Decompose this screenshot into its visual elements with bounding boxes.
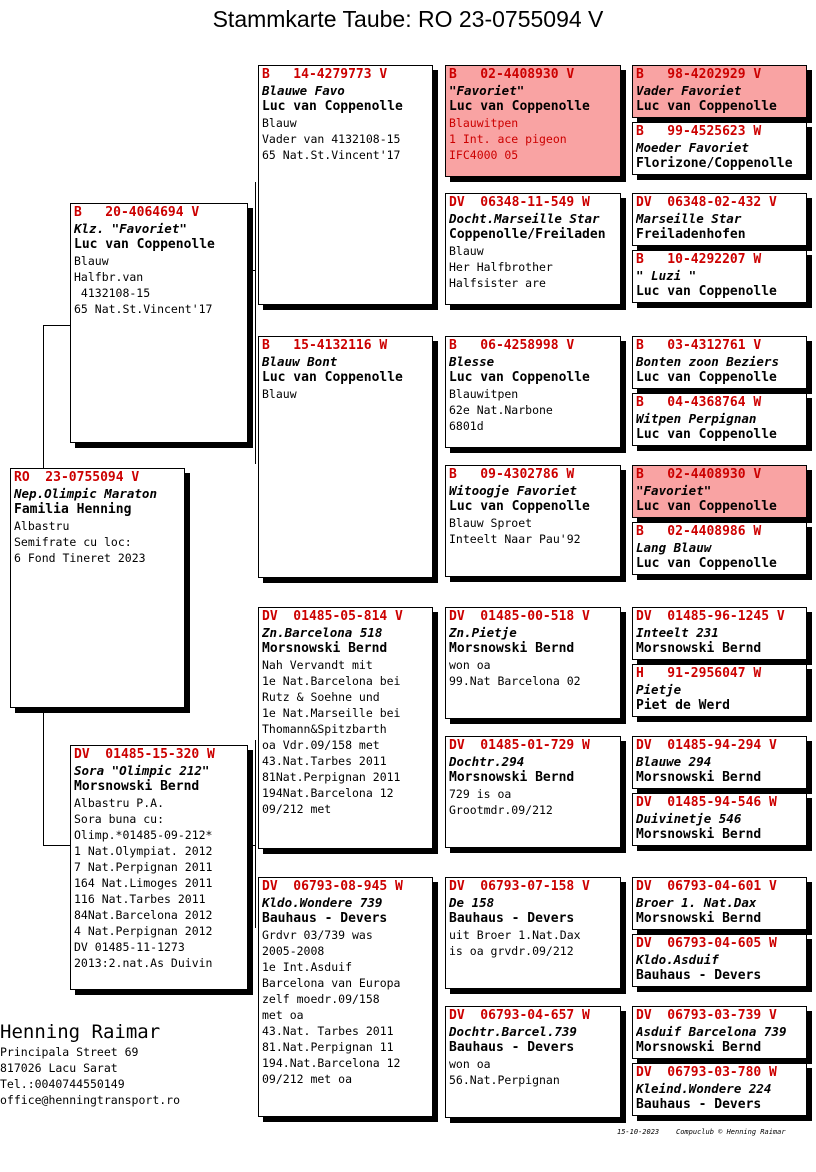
note-line: 194Nat.Barcelona 12: [262, 786, 394, 800]
ring-number: DV 06348-11-549 W: [449, 195, 590, 210]
connector-line: [248, 270, 256, 271]
owner-name: Luc van Coppenolle: [636, 499, 777, 514]
owner-name: Coppenolle/Freiladen: [449, 227, 606, 242]
pigeon-card-sire: [70, 203, 248, 443]
owner-name: Luc van Coppenolle: [636, 370, 777, 385]
owner-name: Morsnowski Bernd: [636, 827, 762, 842]
note-line: Blauw: [262, 116, 297, 130]
pigeon-name: Docht.Marseille Star: [449, 211, 600, 226]
pigeon-card: [632, 1063, 807, 1116]
owner-name: Familia Henning: [14, 502, 132, 517]
pigeon-name: Zn.Pietje: [449, 625, 517, 640]
owner-name: Bauhaus - Devers: [449, 1040, 575, 1055]
connector-line: [43, 708, 44, 845]
pigeon-name: Kldo.Asduif: [636, 952, 719, 967]
note-line: 62e Nat.Narbone: [449, 403, 553, 417]
pigeon-card: [258, 877, 433, 1117]
ring-number: H 91-2956047 W: [636, 666, 762, 681]
owner-name: Luc van Coppenolle: [74, 237, 215, 252]
breeder-name: Henning Raimar: [0, 1021, 161, 1043]
pigeon-name: "Favoriet": [449, 83, 525, 98]
pigeon-name: Witoogje Favoriet: [449, 483, 577, 498]
note-line: Blauw: [449, 244, 484, 258]
note-line: 729 is oa: [449, 787, 512, 801]
pigeon-card: [445, 336, 621, 448]
pigeon-name: Dochtr.294: [449, 754, 525, 769]
note-line: won oa: [449, 1057, 491, 1071]
pigeon-card: [632, 393, 807, 446]
ring-number: DV 01485-96-1245 V: [636, 609, 785, 624]
ring-number: B 06-4258998 V: [449, 338, 575, 353]
note-line: Nah Vervandt mit: [262, 658, 373, 672]
note-line: 84Nat.Barcelona 2012: [74, 908, 213, 922]
pigeon-card: [632, 934, 807, 987]
note-line: IFC4000 05: [449, 148, 519, 162]
ring-number: B 02-4408986 W: [636, 524, 762, 539]
note-line: 116 Nat.Tarbes 2011: [74, 892, 206, 906]
pigeon-name: Witpen Perpignan: [636, 411, 757, 426]
note-line: zelf moedr.09/158: [262, 992, 380, 1006]
pigeon-name: Asduif Barcelona 739: [636, 1024, 787, 1039]
note-line: 43.Nat.Tarbes 2011: [262, 754, 387, 768]
note-line: Semifrate cu loc:: [14, 535, 132, 549]
pigeon-card: [632, 664, 807, 717]
note-line: 1e Int.Asduif: [262, 960, 353, 974]
note-line: oa Vdr.09/158 met: [262, 738, 380, 752]
breeder-street: Principala Street 69: [0, 1045, 139, 1059]
pigeon-card: [258, 65, 433, 305]
owner-name: Morsnowski Bernd: [636, 1040, 762, 1055]
pigeon-card: [632, 336, 807, 389]
breeder-email: office@henningtransport.ro: [0, 1093, 181, 1107]
note-line: 4 Nat.Perpignan 2012: [74, 924, 213, 938]
ring-number: DV 06793-04-657 W: [449, 1008, 590, 1023]
owner-name: Luc van Coppenolle: [636, 556, 777, 571]
note-line: 7 Nat.Perpignan 2011: [74, 860, 213, 874]
pigeon-name: Vader Favoriet: [636, 83, 742, 98]
owner-name: Morsnowski Bernd: [636, 641, 762, 656]
pigeon-name: Kldo.Wondere 739: [262, 895, 383, 910]
note-line: won oa: [449, 658, 491, 672]
pigeon-name: Lang Blauw: [636, 540, 712, 555]
note-line: DV 01485-11-1273: [74, 940, 185, 954]
pigeon-name: Marseille Star: [636, 211, 742, 226]
ring-number: B 03-4312761 V: [636, 338, 762, 353]
ring-number: DV 06793-04-605 W: [636, 936, 777, 951]
pigeon-name: De 158: [449, 895, 495, 910]
ring-number: B 10-4292207 W: [636, 252, 762, 267]
ring-number: RO 23-0755094 V: [14, 470, 140, 485]
owner-name: Luc van Coppenolle: [636, 99, 777, 114]
ring-number: B 20-4064694 V: [74, 205, 200, 220]
owner-name: Luc van Coppenolle: [449, 499, 590, 514]
pigeon-name: Nep.Olimpic Maraton: [14, 486, 157, 501]
pigeon-card-subject: [10, 468, 185, 708]
owner-name: Bauhaus - Devers: [449, 911, 575, 926]
owner-name: Piet de Werd: [636, 698, 730, 713]
pigeon-card: [258, 607, 433, 849]
pigeon-name: Pietje: [636, 682, 682, 697]
pigeon-name: Moeder Favoriet: [636, 140, 749, 155]
pigeon-card: [632, 1006, 807, 1059]
note-line: 164 Nat.Limoges 2011: [74, 876, 213, 890]
pigeon-card-dam: [70, 745, 248, 990]
note-line: Albastru: [14, 519, 70, 533]
ring-number: DV 01485-00-518 V: [449, 609, 590, 624]
ring-number: DV 01485-94-294 V: [636, 738, 777, 753]
ring-number: B 14-4279773 V: [262, 67, 388, 82]
note-line: Grdvr 03/739 was: [262, 928, 373, 942]
pigeon-name: Klz. "Favoriet": [74, 221, 187, 236]
owner-name: Morsnowski Bernd: [636, 911, 762, 926]
note-line: 65 Nat.St.Vincent'17: [262, 148, 401, 162]
pigeon-card: [445, 193, 621, 305]
owner-name: Luc van Coppenolle: [636, 427, 777, 442]
note-line: 81Nat.Perpignan 2011: [262, 770, 401, 784]
note-line: 65 Nat.St.Vincent'17: [74, 302, 213, 316]
ring-number: DV 01485-01-729 W: [449, 738, 590, 753]
note-line: 1 Nat.Olympiat. 2012: [74, 844, 213, 858]
pigeon-card: [632, 193, 807, 246]
pigeon-name: Inteelt 231: [636, 625, 719, 640]
note-line: 2013:2.nat.As Duivin: [74, 956, 213, 970]
pigeon-card: [258, 336, 433, 578]
ring-number: B 98-4202929 V: [636, 67, 762, 82]
connector-line: [43, 325, 70, 326]
connector-line: [43, 845, 70, 846]
owner-name: Morsnowski Bernd: [74, 779, 200, 794]
ring-number: DV 06793-08-945 W: [262, 879, 403, 894]
note-line: 09/212 met oa: [262, 1072, 353, 1086]
pigeon-card: [632, 250, 807, 303]
owner-name: Florizone/Coppenolle: [636, 156, 793, 171]
connector-line: [248, 845, 256, 846]
note-line: 1e Nat.Barcelona bei: [262, 674, 401, 688]
note-line: Inteelt Naar Pau'92: [449, 532, 581, 546]
note-line: Rutz & Soehne und: [262, 690, 380, 704]
pigeon-name: Broer 1. Nat.Dax: [636, 895, 757, 910]
ring-number: DV 06793-03-780 W: [636, 1065, 777, 1080]
note-line: Albastru P.A.: [74, 796, 165, 810]
note-line: Grootmdr.09/212: [449, 803, 553, 817]
note-line: 1e Nat.Marseille bei: [262, 706, 401, 720]
pigeon-name: Blauwe Favo: [262, 83, 345, 98]
ring-number: DV 01485-94-546 W: [636, 795, 777, 810]
ring-number: DV 01485-05-814 V: [262, 609, 403, 624]
pigeon-name: Dochtr.Barcel.739: [449, 1024, 577, 1039]
note-line: 6 Fond Tineret 2023: [14, 551, 146, 565]
pigeon-card-highlighted: [445, 65, 621, 177]
pigeon-card: [632, 122, 807, 175]
pigeon-name: Duivinetje 546: [636, 811, 742, 826]
owner-name: Bauhaus - Devers: [636, 1097, 762, 1112]
pigeon-card: [632, 607, 807, 660]
pigeon-name: "Favoriet": [636, 483, 712, 498]
note-line: Barcelona van Europa: [262, 976, 401, 990]
pigeon-card: [632, 793, 807, 846]
pigeon-name: Blesse: [449, 354, 495, 369]
note-line: 1 Int. ace pigeon: [449, 132, 567, 146]
note-line: Blauw: [262, 387, 297, 401]
note-line: is oa grvdr.09/212: [449, 944, 574, 958]
note-line: Blauwitpen: [449, 387, 519, 401]
breeder-city: 817026 Lacu Sarat: [0, 1061, 118, 1075]
pigeon-card-highlighted: [632, 465, 807, 518]
note-line: 4132108-15: [74, 286, 151, 300]
note-line: Blauw Sproet: [449, 516, 533, 530]
ring-number: DV 06348-02-432 V: [636, 195, 777, 210]
owner-name: Luc van Coppenolle: [262, 370, 403, 385]
pigeon-card-highlighted: [632, 65, 807, 118]
ring-number: B 02-4408930 V: [449, 67, 575, 82]
note-line: Her Halfbrother: [449, 260, 553, 274]
connector-line: [255, 740, 256, 928]
note-line: Vader van 4132108-15: [262, 132, 401, 146]
note-line: Halfbr.van: [74, 270, 144, 284]
note-line: Thomann&Spitzbarth: [262, 722, 387, 736]
owner-name: Luc van Coppenolle: [449, 370, 590, 385]
pigeon-card: [445, 607, 621, 719]
ring-number: DV 06793-07-158 V: [449, 879, 590, 894]
note-line: 194.Nat.Barcelona 12: [262, 1056, 401, 1070]
note-line: 43.Nat. Tarbes 2011: [262, 1024, 394, 1038]
note-line: 81.Nat.Perpignan 11: [262, 1040, 394, 1054]
note-line: 99.Nat Barcelona 02: [449, 674, 581, 688]
owner-name: Morsnowski Bernd: [636, 770, 762, 785]
pigeon-card: [632, 736, 807, 789]
breeder-info: [0, 1020, 180, 1108]
ring-number: B 09-4302786 W: [449, 467, 575, 482]
note-line: Blauwitpen: [449, 116, 519, 130]
note-line: 6801d: [449, 419, 484, 433]
pigeon-name: Blauw Bont: [262, 354, 338, 369]
ring-number: B 02-4408930 V: [636, 467, 762, 482]
pigeon-card: [445, 1006, 621, 1118]
note-line: Blauw: [74, 254, 109, 268]
breeder-phone: Tel.:0040744550149: [0, 1077, 125, 1091]
pigeon-name: Kleind.Wondere 224: [636, 1081, 772, 1096]
ring-number: B 15-4132116 W: [262, 338, 388, 353]
pigeon-name: Bonten zoon Beziers: [636, 354, 779, 369]
owner-name: Luc van Coppenolle: [636, 284, 777, 299]
ring-number: DV 01485-15-320 W: [74, 747, 215, 762]
pigeon-name: Sora "Olimpic 212": [74, 763, 210, 778]
pigeon-name: " Luzi ": [636, 268, 697, 283]
owner-name: Morsnowski Bernd: [449, 641, 575, 656]
pigeon-card: [632, 522, 807, 575]
ring-number: DV 06793-03-739 V: [636, 1008, 777, 1023]
pigeon-name: Zn.Barcelona 518: [262, 625, 383, 640]
note-line: Olimp.*01485-09-212*: [74, 828, 213, 842]
owner-name: Bauhaus - Devers: [262, 911, 388, 926]
pigeon-card: [445, 465, 621, 577]
connector-line: [255, 182, 256, 464]
owner-name: Morsnowski Bernd: [262, 641, 388, 656]
owner-name: Bauhaus - Devers: [636, 968, 762, 983]
ring-number: B 99-4525623 W: [636, 124, 762, 139]
note-line: Sora buna cu:: [74, 812, 165, 826]
note-line: met oa: [262, 1008, 304, 1022]
ring-number: B 04-4368764 W: [636, 395, 762, 410]
footer-credit: 15-10-2023 Compuclub © Henning Raimar: [617, 1128, 786, 1136]
ring-number: DV 06793-04-601 V: [636, 879, 777, 894]
note-line: 56.Nat.Perpignan: [449, 1073, 560, 1087]
owner-name: Morsnowski Bernd: [449, 770, 575, 785]
pigeon-card: [445, 877, 621, 989]
pigeon-name: Blauwe 294: [636, 754, 712, 769]
pigeon-card: [445, 736, 621, 848]
note-line: uit Broer 1.Nat.Dax: [449, 928, 581, 942]
owner-name: Freiladenhofen: [636, 227, 746, 242]
pigeon-card: [632, 877, 807, 930]
note-line: 09/212 met: [262, 802, 332, 816]
connector-line: [43, 325, 44, 470]
note-line: Halfsister are: [449, 276, 546, 290]
note-line: 2005-2008: [262, 944, 325, 958]
owner-name: Luc van Coppenolle: [449, 99, 590, 114]
owner-name: Luc van Coppenolle: [262, 99, 403, 114]
page-title: Stammkarte Taube: RO 23-0755094 V: [212, 6, 604, 32]
